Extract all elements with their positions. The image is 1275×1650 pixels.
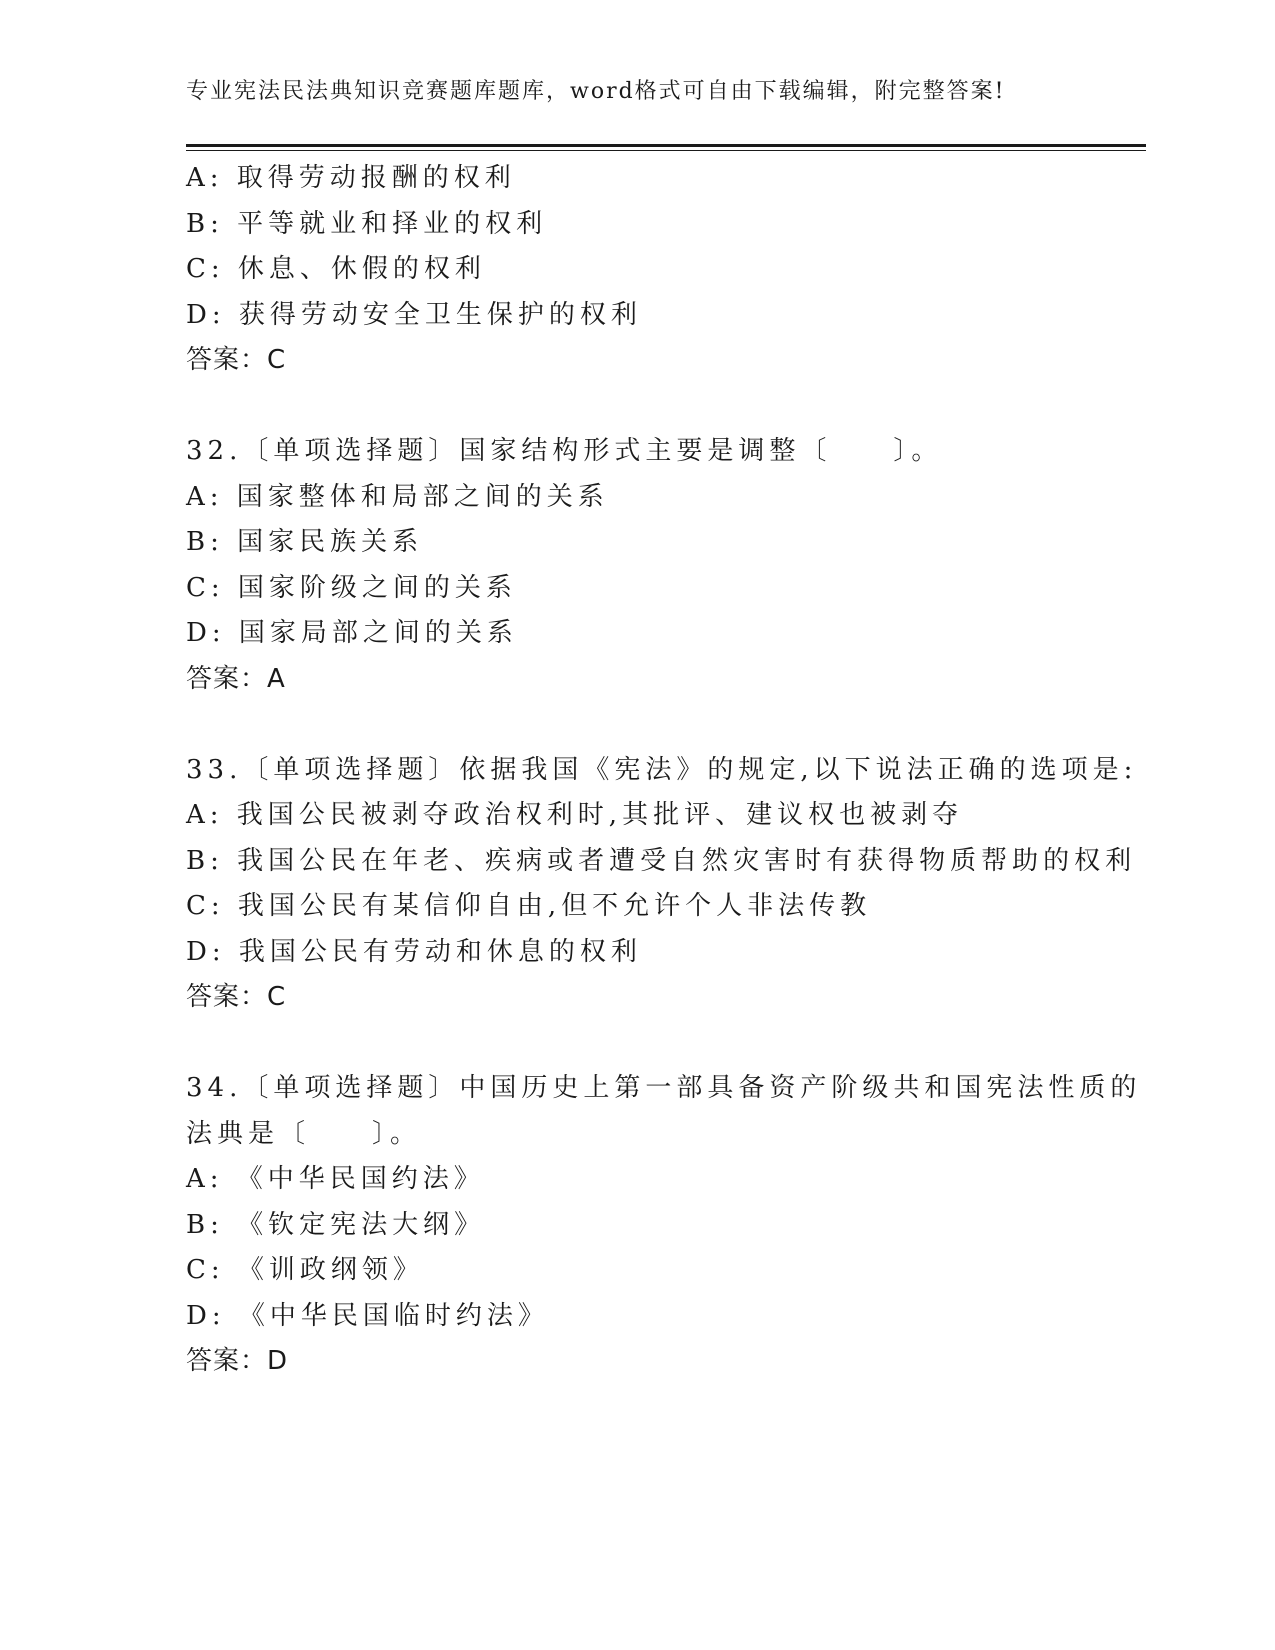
- option-a: A: 取得劳动报酬的权利: [186, 163, 516, 193]
- spacer: [186, 384, 1086, 430]
- spacer: [186, 702, 1086, 748]
- option-b: B: 我国公民在年老、疾病或者遭受自然灾害时有获得物质帮助的权利: [186, 845, 1137, 876]
- option-c: C: 休息、休假的权利: [186, 254, 486, 284]
- question-31: [186, 156, 1086, 384]
- answer: 答案：A: [186, 663, 286, 694]
- header-rule-thin: [186, 150, 1146, 151]
- option-d: D: 我国公民有劳动和休息的权利: [186, 936, 642, 967]
- option-a: A: 国家整体和局部之间的关系: [186, 481, 609, 512]
- option-c: C: 国家阶级之间的关系: [186, 572, 517, 603]
- answer: 答案：D: [186, 1346, 289, 1376]
- answer: 答案：C: [186, 982, 287, 1012]
- option-c: C: 我国公民有某信仰自由,但不允许个人非法传教: [186, 891, 872, 921]
- question-34: [186, 1066, 1142, 1385]
- option-d: D: 获得劳动安全卫生保护的权利: [186, 299, 642, 330]
- page-header: 专业宪法民法典知识竞赛题库题库，word格式可自由下载编辑，附完整答案!: [186, 79, 1006, 104]
- answer: 答案：C: [186, 345, 287, 375]
- option-a: A: 《中华民国约法》: [186, 1164, 485, 1194]
- option-b: B: 平等就业和择业的权利: [186, 208, 548, 239]
- option-d: D: 《中华民国临时约法》: [186, 1300, 549, 1331]
- question-32: [186, 429, 1086, 702]
- spacer: [186, 1021, 1086, 1067]
- question-33: [186, 748, 1138, 1021]
- header-rule-thick: [186, 144, 1146, 147]
- option-b: B: 《钦定宪法大纲》: [186, 1209, 486, 1240]
- option-c: C: 《训政纲领》: [186, 1255, 424, 1285]
- question-title-line-1: 34.〔单项选择题〕中国历史上第一部具备资产阶级共和国宪法性质的: [186, 1073, 1142, 1103]
- option-d: D: 国家局部之间的关系: [186, 618, 518, 648]
- question-title: 32.〔单项选择题〕国家结构形式主要是调整〔 〕。: [186, 436, 943, 466]
- option-a: A: 我国公民被剥夺政治权利时,其批评、建议权也被剥夺: [186, 800, 964, 830]
- question-title-line-2: 法典是〔 〕。: [186, 1118, 422, 1149]
- document-body: [186, 156, 1142, 1385]
- option-b: B: 国家民族关系: [186, 527, 424, 557]
- question-title: 33.〔单项选择题〕依据我国《宪法》的规定,以下说法正确的选项是:: [186, 754, 1138, 785]
